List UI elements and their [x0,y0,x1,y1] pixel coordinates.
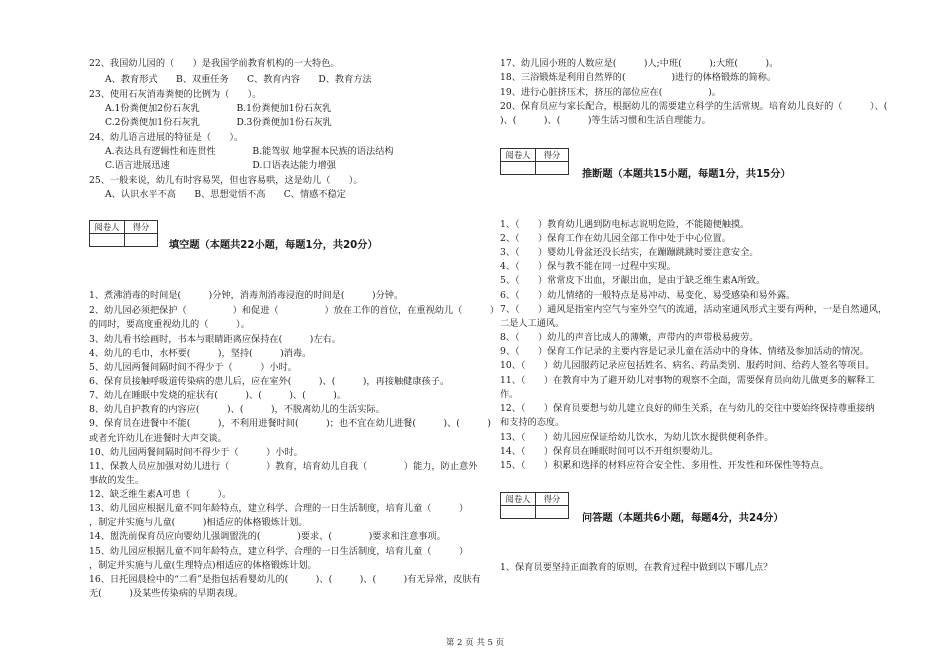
fill-line: 17、幼儿园小班的人数应是( )人;中班( );大班( )。 [500,58,779,69]
fill-line: 事故的发生。 [89,475,145,486]
mc-line: 25、一般来说，幼儿有时容易哭，但也容易哄，这是幼儿（ ）。 [89,175,363,186]
score-box-cell [536,506,569,519]
score-box [500,492,569,519]
score-box-header: 得分 [536,149,569,162]
judge-line: 10、（ ）幼儿园服药记录应包括姓名、病名、药品类别、服药时间、给药人签名等项目。 [500,360,875,371]
fill-line: 20、保育员应与家长配合，根据幼儿的需要建立科学的生活常规。培育幼儿良好的（ ）、( [500,101,915,112]
score-box-cell [536,162,569,175]
fill-line: 4、幼儿的毛巾，水杯要( )，坚持( )消毒。 [89,348,312,359]
fill-line: ，制定并实施与儿童(生理特点)相适应的体格锻炼计划。 [89,560,317,571]
mc-line: 22、我国幼儿园的（ ）是我国学前教育机构的一大特色。 [89,58,340,69]
score-box-cell [90,234,125,247]
mc-line: A、教育形式 B、双重任务 C、教育内容 D、教育方法 [105,74,372,85]
mc-line: C.2份粪便加1份石灰乳 D.3份粪便加1份石灰乳 [105,117,332,128]
fill-line: 18、三浴锻炼是利用自然界的( )进行的体格锻炼的简称。 [500,72,777,83]
fill-line: 11、保教人员应加强对幼儿进行（ ）教育，培育幼儿自我（ ）能力，防止意外 [89,461,478,472]
judge-line: 11、（ ）在教育中为了避开幼儿对事物的观察不全面，需要保育员向幼儿做更多的解释工 [500,375,875,386]
judge-line: 8、（ ）幼儿的声音比成人的薄嫩，声带内的声带极易疲劳。 [500,332,759,343]
section-title-fill: 填空题（本题共22小题，每题1分，共20分） [169,240,378,251]
fill-line: 5、幼儿园两餐间隔时间不得少于（ ）小时。 [89,362,297,373]
fill-line: 9、保育员在进餐中不能( )，不利用进餐时间( )；也不宜在幼儿进餐( )、( ) [89,418,492,429]
score-box [500,148,569,175]
fill-line: 或者允许幼儿在进餐时大声交谈。 [89,433,227,444]
fill-line: 的同时，要高度重视幼儿的（ ）。 [89,319,250,330]
fill-line: 8、幼儿自护教育的内容应( )、( )，不脱离幼儿的生活实际。 [89,404,385,415]
judge-line: 作。 [500,389,519,400]
section-title-judge: 推断题（本题共15小题，每题1分，共15分） [582,169,791,180]
fill-line: 19、进行心脏挤压术，挤压的部位应在( )。 [500,87,721,98]
judge-line: 2、（ ）保育工作在幼儿园全部工作中处于中心位置。 [500,233,731,244]
judge-line: 7、（ ）通风是指室内空气与室外空气的流通，活动室通风形式主要有两种，一是自然通风， [500,304,888,315]
judge-line: 1、（ ）教育幼儿遇到防电标志说明危险，不能随便触摸。 [500,219,750,230]
fill-line: 12、缺乏维生素A可患（ ）。 [89,489,232,500]
score-box-header: 阅卷人 [501,493,536,506]
fill-line: 14、盥洗前保育员应向婴幼儿强调盥洗的( )要求、( )要求和注意事项。 [89,531,446,542]
fill-line: 7、幼儿在睡眠中发烧的症状有( )、( )、( )。 [89,390,347,401]
judge-line: 5、（ ）常常皮下出血，牙龈出血，是由于缺乏维生素A所致。 [500,275,766,286]
judge-line: 二是人工通风。 [500,318,565,329]
judge-line: 和支持的态度。 [500,417,565,428]
mc-line: 24、幼儿语言进展的特征是（ ）。 [89,132,244,143]
mc-line: A.1份粪便加2份石灰乳 B.1份粪便加1份石灰乳 [105,103,332,114]
mc-line: A.表达具有逻辑性和连贯性 B.能驾驭 地掌握本民族的语法结构 [105,146,394,157]
page-number: 第 2 页 共 5 页 [445,638,505,648]
score-box [89,220,158,247]
score-box-cell [501,162,536,175]
qa-line: 1、保育员要坚持正面教育的原则，在教育过程中做到以下哪几点？ [500,562,773,573]
score-box-header: 阅卷人 [90,221,125,234]
mc-line: 23、使用石灰消毒粪便的比例为（ ）。 [89,89,262,100]
score-box-header: 阅卷人 [501,149,536,162]
fill-line: 16、日托园晨检中的“二看”是指包括看婴幼儿的( )、( )、( )有无异常，皮肤有 [89,574,481,585]
judge-line: 12、（ ）保育员要想与幼儿建立良好的师生关系，在与幼儿的交往中要始终保持尊重接纳 [500,403,875,414]
fill-line: 无( )及某些传染病的早期表现。 [89,588,244,599]
fill-line: 10、幼儿园两餐间隔时间不得少于（ ）小时。 [89,447,303,458]
fill-line: 1、煮沸消毒的时间是( )分钟，消毒剂消毒浸泡的时间是( )分钟。 [89,290,404,301]
judge-line: 4、（ ）保与教不能在同一过程中实现。 [500,261,676,272]
judge-line: 15、（ ）积累和选择的材料应符合安全性、多用性、开发性和环保性等特点。 [500,460,829,471]
fill-line: 15、幼儿园应根据儿童不同年龄特点，建立科学、合理的一日生活制度，培育儿童（ ） [89,546,469,557]
mc-line: C.语言进展迅速 D.口语表达能力增强 [105,160,336,171]
fill-line: 13、幼儿园应根据儿童不同年龄特点，建立科学、合理的一日生活制度，培育儿童（ ） [89,503,469,514]
judge-line: 13、（ ）幼儿园应保证给幼儿饮水，为幼儿饮水提供便利条件。 [500,432,774,443]
fill-line: 3、幼儿看书绘画时，书本与眼睛距离应保持在( )左右。 [89,334,341,345]
fill-line: )、( )、( )等生活习惯和生活自理能力。 [500,115,711,126]
fill-line: 6、保育员接触呼吸道传染病的患儿后，应在室外( )、( )，再接触健康孩子。 [89,376,450,387]
score-box-cell [125,234,158,247]
score-box-header: 得分 [125,221,158,234]
judge-line: 6、（ ）幼儿情绪的一般特点是易冲动、易变化、易受感染和易外露。 [500,290,796,301]
judge-line: 14、（ ）保育员在睡眠时间可以不开组织婴幼儿。 [500,446,719,457]
fill-line: 2、幼儿园必须把保护（ ）和促进（ ）放在工作的首位，在重视幼儿（ ） [89,305,500,316]
score-box-cell [501,506,536,519]
judge-line: 9、（ ）保育工作记录的主要内容是记录儿童在活动中的身体、情绪及参加活动的情况。 [500,346,869,357]
judge-line: 3、（ ）婴幼儿骨盆还没长结实，在蹦蹦跳跳时要注意安全。 [500,247,759,258]
fill-line: ，制定并实施与儿童( )相适应的体格锻炼计划。 [89,517,308,528]
score-box-header: 得分 [536,493,569,506]
mc-line: A、认识水平不高 B、思想觉悟不高 C、情感不稳定 [105,189,346,200]
section-title-qa: 问答题（本题共6小题，每题4分，共24分） [582,513,784,524]
